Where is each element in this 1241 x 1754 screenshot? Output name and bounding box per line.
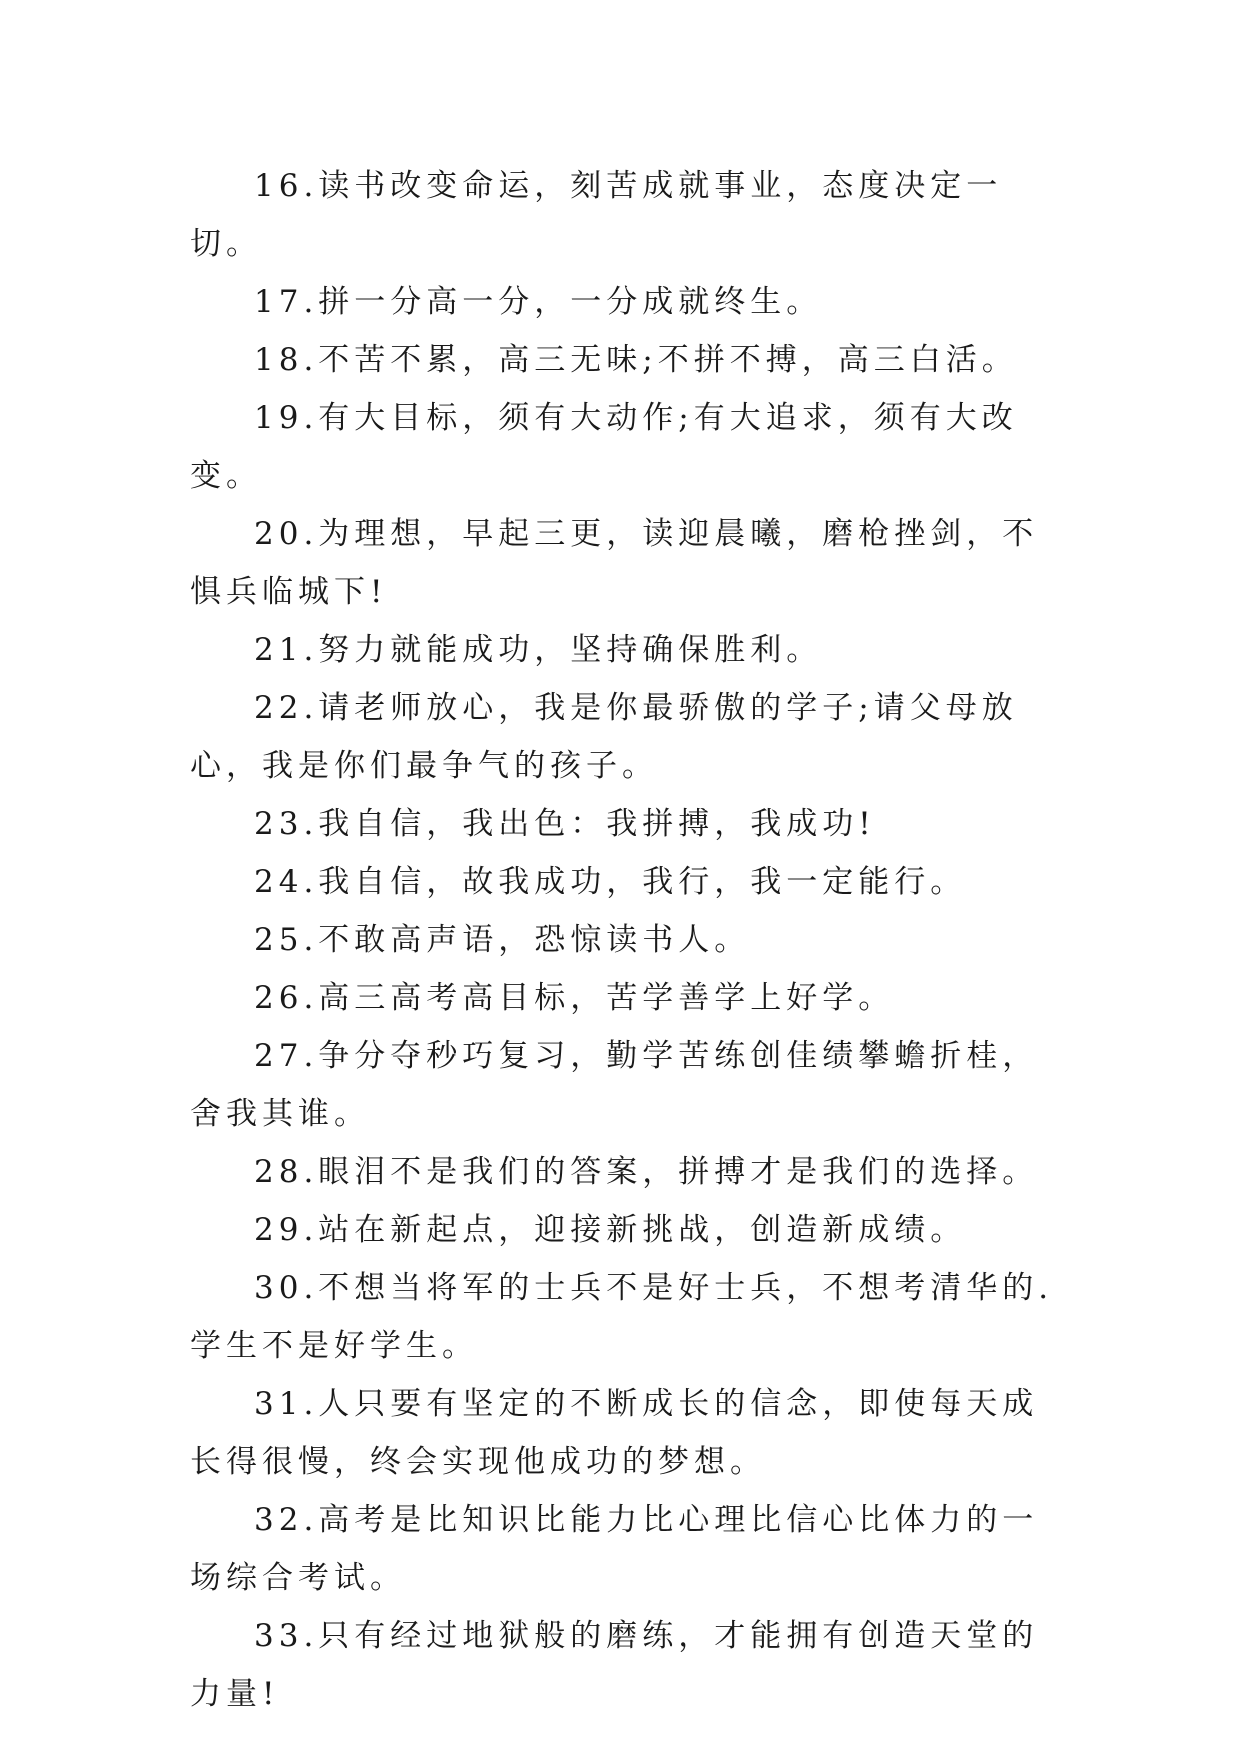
paragraph-21: 21.努力就能成功，坚持确保胜利。 — [254, 632, 823, 668]
paragraph-22: 22.请老师放心，我是你最骄傲的学子;请父母放心，我是你们最争气的孩子。 — [190, 690, 1018, 784]
document-body — [190, 157, 1055, 1723]
paragraph-26: 26.高三高考高目标，苦学善学上好学。 — [254, 980, 895, 1016]
paragraph-20: 20.为理想，早起三更，读迎晨曦，磨枪挫剑，不惧兵临城下! — [190, 516, 1039, 610]
paragraph-18: 18.不苦不累，高三无味;不拼不搏，高三白活。 — [254, 342, 1018, 378]
paragraph-17: 17.拼一分高一分，一分成就终生。 — [254, 284, 823, 320]
paragraph-28: 28.眼泪不是我们的答案，拼搏才是我们的选择。 — [254, 1154, 1039, 1190]
paragraph-16: 16.读书改变命运，刻苦成就事业，态度决定一切。 — [190, 168, 1003, 262]
paragraph-23: 23.我自信，我出色：我拼搏，我成功! — [254, 806, 876, 842]
paragraph-33: 33.只有经过地狱般的磨练，才能拥有创造天堂的力量! — [190, 1618, 1039, 1712]
paragraph-19: 19.有大目标，须有大动作;有大追求，须有大改变。 — [190, 400, 1018, 494]
paragraph-30: 30.不想当将军的士兵不是好士兵，不想考清华的.学生不是好学生。 — [190, 1270, 1054, 1364]
paragraph-32: 32.高考是比知识比能力比心理比信心比体力的一场综合考试。 — [190, 1502, 1039, 1596]
paragraph-29: 29.站在新起点，迎接新挑战，创造新成绩。 — [254, 1212, 967, 1248]
paragraph-31: 31.人只要有坚定的不断成长的信念，即使每天成长得很慢，终会实现他成功的梦想。 — [190, 1386, 1039, 1480]
paragraph-25: 25.不敢高声语，恐惊读书人。 — [254, 922, 751, 958]
paragraph-24: 24.我自信，故我成功，我行，我一定能行。 — [254, 864, 967, 900]
paragraph-27: 27.争分夺秒巧复习，勤学苦练创佳绩攀蟾折桂，舍我其谁。 — [190, 1038, 1039, 1132]
